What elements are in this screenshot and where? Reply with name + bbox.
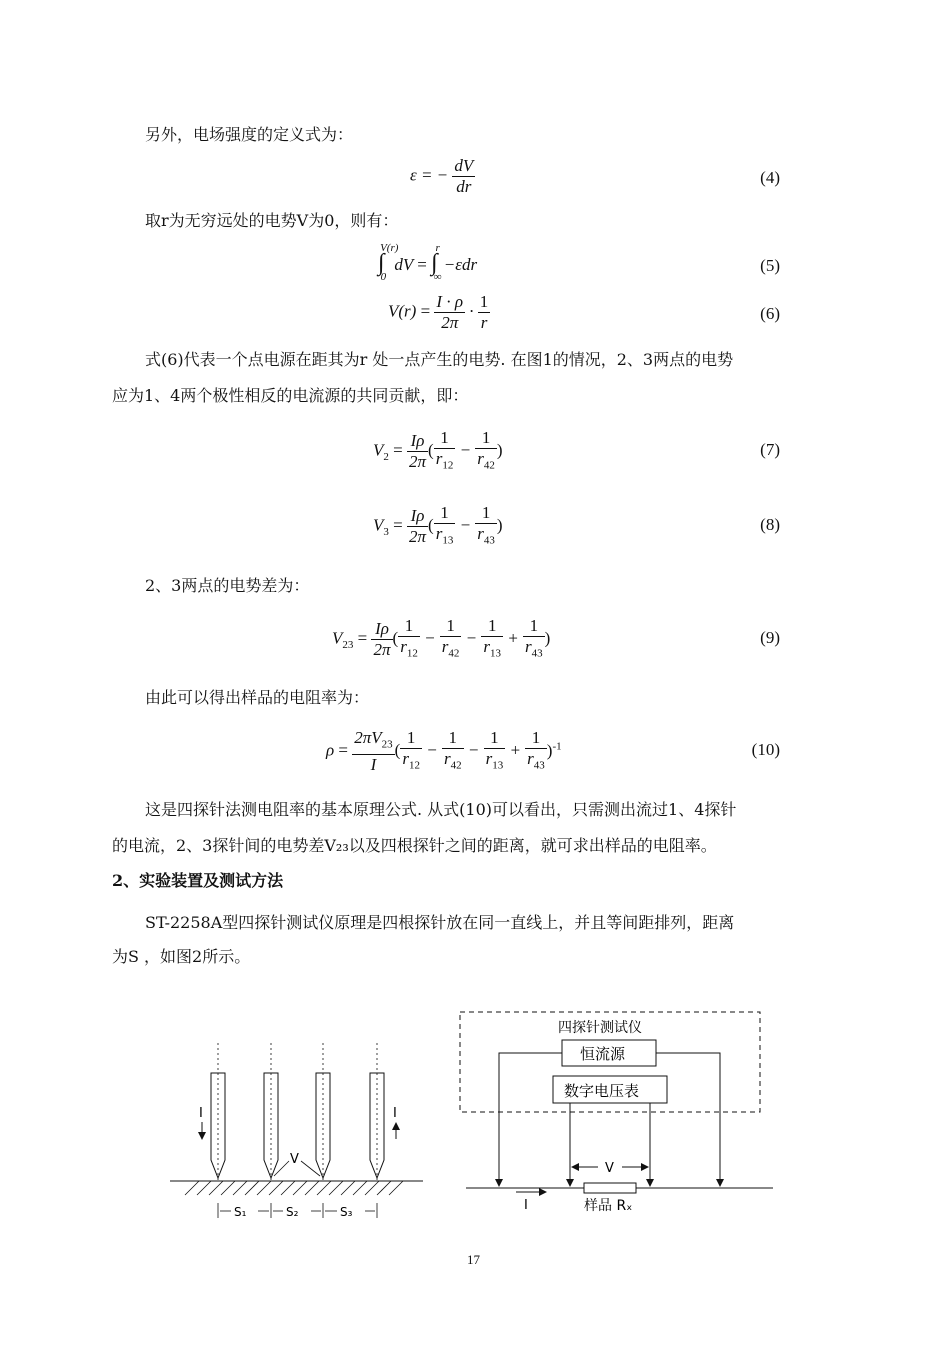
equation-number-8: (8) (760, 515, 780, 534)
text-paragraph-1a: 式(6)代表一个点电源在距其为r 处一点产生的电势. 在图1的情况，2、3两点的电势 (145, 350, 734, 369)
equation-6: V(r) = $\frac{I \cdot \rho}{2\pi}$ · $\frac{1}{r}$ (388, 292, 489, 332)
sample-hatching (185, 1181, 403, 1195)
spacing-s3: S₃ (340, 1205, 353, 1219)
voltmeter-label: 数字电压表 (564, 1082, 640, 1100)
equation-7: $V_2$ = $\frac{I\rho}{2\pi}$ ( $\frac{1}{r_{12}}$ − $\frac{1}{r_{42}}$ ) (373, 428, 503, 472)
equation-number-7: (7) (760, 440, 780, 459)
equation-number-4: (4) (760, 168, 780, 187)
text-line-electric-field-def: 另外，电场强度的定义式为： (145, 125, 354, 144)
voltage-label-right: V (605, 1161, 614, 1176)
text-paragraph-2b: 的电流，2、3探针间的电势差V₂₃以及四根探针之间的距离，就可求出样品的电阻率。 (112, 836, 717, 855)
probe-1 (211, 1043, 225, 1183)
probe-3 (316, 1043, 330, 1183)
text-paragraph-3a: ST-2258A型四探针测试仪原理是四根探针放在同一直线上，并且等间距排列，距离 (145, 913, 735, 932)
text-line-potential-zero: 取r为无穷远处的电势V为0，则有： (145, 211, 399, 230)
probe-4 (370, 1043, 384, 1183)
equation-number-5: (5) (760, 256, 780, 275)
text-paragraph-1b: 应为1、4两个极性相反的电流源的共同贡献，即： (112, 386, 469, 405)
text-line-resistivity: 由此可以得出样品的电阻率为： (145, 688, 370, 707)
page-number: 17 (467, 1252, 480, 1267)
text-paragraph-2a: 这是四探针法测电阻率的基本原理公式. 从式(10)可以看出，只需测出流过1、4探针 (145, 800, 737, 819)
equation-4: ε = − $\frac{dV}{dr}$ (410, 156, 474, 196)
voltage-label-left: V (290, 1152, 299, 1167)
equation-number-9: (9) (760, 628, 780, 647)
current-label-left: I (199, 1106, 203, 1121)
instrument-title: 四探针测试仪 (558, 1020, 642, 1036)
equation-number-10: (10) (751, 740, 780, 759)
section-heading: 2、实验装置及测试方法 (112, 871, 284, 890)
equation-10: ρ = $\frac{2\pi V_{23}}{I}$ ( $\frac{1}{r_{12}}$ − $\frac{1}{r_{42}}$ − $\frac{1}{r_{13}}$ + $\frac{1}{r_{43}}$ )$^{-1}$ (326, 728, 562, 775)
equation-9: $V_{23}$ = $\frac{I\rho}{2\pi}$ ( $\frac{1}{r_{12}}$ − $\frac{1}{r_{42}}$ − $\frac{1}{r_{13}}$ + $\frac{1}{r_{43}}$ ) (332, 616, 551, 660)
text-paragraph-3b: 为S ，如图2所示。 (112, 947, 251, 966)
instrument-circuit-figure (458, 1010, 778, 1220)
equation-8: $V_3$ = $\frac{I\rho}{2\pi}$ ( $\frac{1}{r_{13}}$ − $\frac{1}{r_{43}}$ ) (373, 503, 503, 547)
sample-label: 样品 Rₓ (584, 1198, 633, 1214)
four-probe-figure (165, 1035, 430, 1225)
current-label-right: I (393, 1106, 397, 1121)
spacing-s1: S₁ (234, 1205, 247, 1219)
current-label-circuit: I (524, 1198, 528, 1213)
sample-resistor (584, 1183, 636, 1193)
equation-5: $\int_0^{V(r)}dV = \int_\infty^r-\varepsilon dr$ (378, 242, 478, 284)
equation-number-6: (6) (760, 304, 780, 323)
spacing-s2: S₂ (286, 1205, 299, 1219)
current-source-label: 恒流源 (580, 1045, 626, 1063)
probe-2 (264, 1043, 278, 1183)
text-line-potential-difference: 2、3两点的电势差为： (145, 576, 310, 595)
